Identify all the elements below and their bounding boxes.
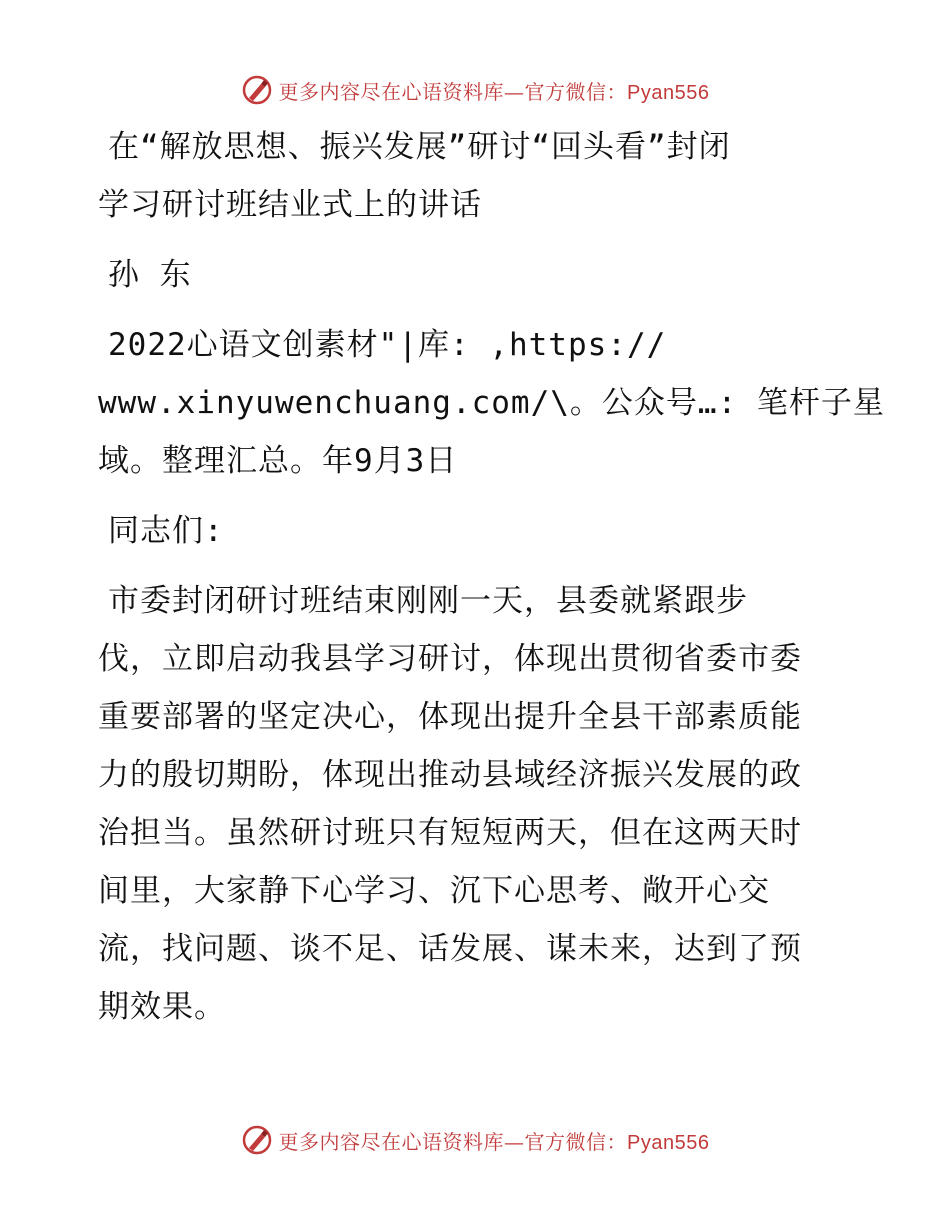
paragraph-line: 力的殷切期盼，体现出推动县域经济振兴发展的政 (98, 757, 802, 793)
document-body (98, 118, 885, 1036)
author: 孙 东 (108, 257, 192, 293)
paragraph-line: 期效果。 (98, 989, 226, 1025)
pen-logo-icon (241, 1124, 273, 1156)
title-line: 在“解放思想、振兴发展”研讨“回头看”封闭 (108, 129, 731, 165)
paragraph-line: 伐，立即启动我县学习研讨，体现出贯彻省委市委 (98, 641, 802, 677)
banner-text: 更多内容尽在心语资料库—官方微信： (278, 1129, 628, 1154)
paragraph-line: 市委封闭研讨班结束刚刚一天，县委就紧跟步 (108, 583, 748, 619)
paragraph-line: 治担当。虽然研讨班只有短短两天，但在这两天时 (98, 815, 802, 851)
source-line: www.xinyuwenchuang.com/\。公众号…: 笔杆子星 (98, 385, 885, 421)
footer-banner (0, 1120, 950, 1160)
banner-label (279, 76, 710, 105)
title-line: 学习研讨班结业式上的讲话 (98, 187, 482, 223)
paragraph-line: 间里，大家静下心学习、沉下心思考、敞开心交 (98, 873, 770, 909)
paragraph-line: 重要部署的坚定决心，体现出提升全县干部素质能 (98, 699, 802, 735)
pen-logo-icon (241, 74, 273, 106)
source-line: 2022心语文创素材"|库: ,https:// (108, 327, 667, 363)
banner-wechat: Pyan556 (627, 81, 710, 104)
salutation: 同志们: (108, 513, 224, 549)
banner-wechat: Pyan556 (627, 1131, 710, 1154)
banner-text: 更多内容尽在心语资料库—官方微信： (278, 79, 628, 104)
source-line: 域。整理汇总。年9月3日 (98, 443, 458, 479)
banner-label (279, 1126, 710, 1155)
header-banner (0, 70, 950, 110)
paragraph-line: 流，找问题、谈不足、话发展、谋未来，达到了预 (98, 931, 802, 967)
